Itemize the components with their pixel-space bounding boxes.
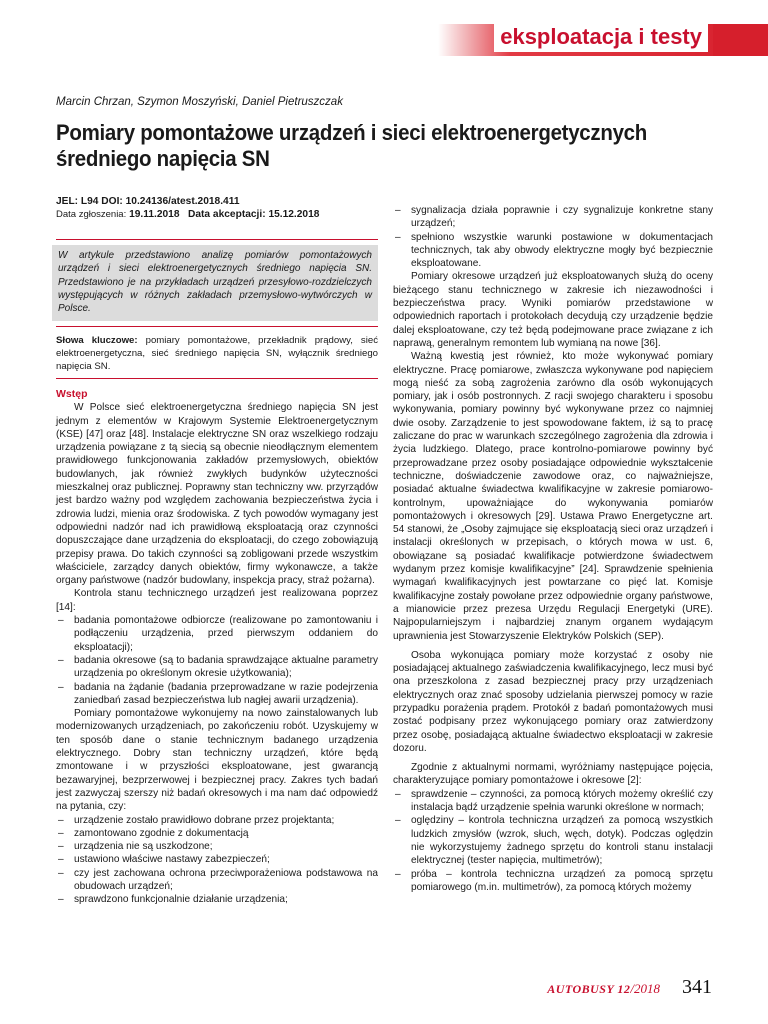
banner-tail: [713, 24, 768, 56]
list-item: – sprawdzenie – czynności, za pomocą których możemy określić czy instalacja bądź urządzenie spełnia warunki określone w normach;: [393, 788, 713, 815]
divider-bottom: [56, 378, 378, 379]
list: [56, 614, 378, 707]
list-item: – ustawiono właściwe nastawy zabezpieczeń;: [56, 853, 378, 866]
paragraph: W Polsce sieć elektroenergetyczna średniego napięcia SN jest jednym z elementów w Krajowym Systemie Elektroenergetycznym (KSE) [47] oraz [48]. Instalacje elektryczne SN oraz wszelkiego rodzaju urządzenia powiązane z tą siecią są obecnie nieodłącznym elementem prawidłowego funkcjonowania zakładów przemysłowych, obiektów budowlanych, jak również zwykłych budynków użyteczności mieszkalnej oraz publicznej. Poprawny stan techniczny ww. przyrządów jest bardzo ważny pod względem zachowania bezpieczeństwa życia i zdrowia ludzi, mienia oraz środowiska. Z tych powodów wymagany jest odpowiedni nadzór nad ich prawidłową eksploatacją oraz czynności dopuszczające dane urządzenia do eksploatacji, do czego zobowiązują przepisy prawa. Do takich czynności są zobligowani przede wszystkim właściciele, zarządcy danych obiektów, firmy wykonawcze, a także organy państwowe (nadzór budowlany, inspekcja pracy, straż pożarna).: [56, 402, 378, 587]
publication-year: /2018: [630, 981, 660, 996]
list-item: – próba – kontrola techniczna urządzeń za pomocą sprzętu pomiarowego (m.in. multimetrów), za pomocą których możemy: [393, 868, 713, 895]
keywords: [56, 334, 378, 373]
list-item: – sprawdzono funkcjonalnie działanie urządzenia;: [56, 893, 378, 906]
jel-doi: JEL: L94 DOI: 10.24136/atest.2018.411: [56, 196, 240, 207]
paragraph: Ważną kwestią jest również, kto może wykonywać pomiary elektryczne. Pracę pomiarowe, zwłaszcza wykonywane pod napięciem mogą nieść za sobą zagrożenia zarówno dla osób wykonujących pomiary, jak i osób postronnych. Z racji swojego charakteru i sposobu wykonywania, pomiary powinny być wykonywane przez co najmniej dwie osoby. Zarządzenie to jest spowodowane faktem, iż są to pracę zaliczane do prac w warunkach szczególnego zagrożenia dla zdrowia i życia ludzkiego. Dlatego, prace kontrolno-pomiarowe powinny być przeprowadzane przez osoby posiadające odpowiednie wykształcenie techniczne, doświadczenie zawodowe oraz, co najważniejsze, posiadać aktualne świadectwa kwalifikacyjne w zakresie pomiarowo-kontrolnym, upoważniające do wykonywania pomiarów pomontażowych i okresowych [29]. Ustawa Prawo Energetyczne art. 54 stanowi, że „Osoby zajmujące się eksploatacją sieci oraz urządzeń i instalacji określonych w przepisach, o których mowa w ust. 6, obowiązane są posiadać kwalifikacje potwierdzone świadectwem wydanym przez komisje kwalifikacyjne” [24]. Sprawdzenie spełnienia wymagań kwalifikacyjnych jest powtarzane co pięć lat. Komisje kwalifikacyjne zostały powołane przez odpowiednie organy państwowe, a mianowicie przez prezesa Urzędu Regulacji Energetyki (URE). Najpopularniejszym i najbardziej znanym organem wydającym uprawnienia jest Stowarzyszenie Elektryków Polskich (SEP).: [393, 351, 713, 642]
paragraph: Kontrola stanu technicznego urządzeń jest realizowana poprzez [14]:: [56, 588, 378, 613]
list-item: – badania pomontażowe odbiorcze (realizowane po zamontowaniu i podłączeniu urządzenia, przed pierwszym oddaniem do eksploatacji);: [56, 614, 378, 654]
list-item: – spełniono wszystkie warunki postawione w dokumentacjach technicznych, tak aby obwody elektryczne mogły być bezpiecznie eksploatowane.: [393, 231, 713, 271]
paragraph: Osoba wykonująca pomiary może korzystać z osoby nie posiadającej aktualnego zaświadczenia kwalifikacyjnego, lecz musi być ona przeszkolona z zasad bezpiecznej pracy przy urządzeniach elektrycznych oraz znać sposoby udzielania pierwszej pomocy w razie przypadku porażenia prądem. Protokół z badań pomontażowych musi zostać podpisany przez wykonującego pomiary oraz zatwierdzony przez osobę, posiadającą aktualne świadectwo eksploatacji w zakresie dozoru.: [393, 649, 713, 754]
accepted-date: 15.12.2018: [268, 208, 320, 220]
page-number: 341: [682, 976, 712, 998]
list-item: – urządzenia nie są uszkodzone;: [56, 840, 378, 853]
article-meta: [56, 196, 319, 221]
list-item: – sygnalizacja działa poprawnie i czy sygnalizuje konkretne stany urządzeń;: [393, 204, 713, 231]
divider-top: [56, 239, 378, 240]
list: [393, 788, 713, 894]
article-title: Pomiary pomontażowe urządzeń i sieci elektroenergetycznych średniego napięcia SN: [56, 120, 647, 171]
submitted-label: Data zgłoszenia:: [56, 208, 127, 220]
paragraph: Pomiary pomontażowe wykonujemy na nowo zainstalowanych lub modernizowanych urządzeniach, po zakończeniu robót. Uzyskujemy w ten sposób dane o stanie technicznym badanego urządzenia elektrycznego. Dobry stan techniczny urządzeń, które będą zmontowane i w przyszłości eksploatowane, jest gwarancją bezawaryjnej, bezprzerwowej i bezpiecznej pracy. Zakres tych badań jest zazwyczaj szerszy niż badań okresowych i ma nam dać odpowiedź na pytania, czy:: [56, 708, 378, 813]
list: [56, 814, 378, 907]
list-item: – badania na żądanie (badania przeprowadzane w razie podejrzenia zaniedbań zasad bezpieczeństwa lub nagłej awarii urządzenia).: [56, 681, 378, 708]
list-item: – zamontowano zgodnie z dokumentacją: [56, 827, 378, 840]
keywords-text: pomiary pomontażowe, przekładnik prądowy, sieć elektroenergetyczna, sieć średniego napięcia SN, wyłącznik średniego napięcia SN.: [56, 335, 378, 372]
publication-name: AUTOBUSY 12: [547, 982, 631, 996]
divider-middle: [56, 326, 378, 327]
dates: [56, 209, 319, 222]
paragraph: Zgodnie z aktualnymi normami, wyróżniamy następujące pojęcia, charakteryzujące pomiary pomontażowe i okresowe [2]:: [393, 762, 713, 787]
list: [393, 204, 713, 270]
right-column: [393, 204, 713, 894]
left-column: [56, 388, 378, 907]
article-authors: Marcin Chrzan, Szymon Moszyński, Daniel Pietruszczak: [56, 96, 343, 108]
paragraph: Pomiary okresowe urządzeń już eksploatowanych służą do oceny bieżącego stanu technicznego w zakresie ich niezawodności i bezpieczeństwa pracy. Wyniki pomiarów przedstawione w odpowiednich raportach i protokołach decydują czy urządzenie będzie dalej eksploatowane, czy też będą podejmowane prace związane z ich naprawą, generalnym remontem lub wymianą na nowe [36].: [393, 271, 713, 349]
list-item: – urządzenie zostało prawidłowo dobrane przez projektanta;: [56, 814, 378, 827]
submitted-date: 19.11.2018: [129, 208, 180, 220]
list-item: – czy jest zachowana ochrona przeciwporażeniowa podstawowa na obudowach urządzeń;: [56, 867, 378, 894]
list-item: – badania okresowe (są to badania sprawdzające aktualne parametry urządzenia po określonym okresie użytkowania);: [56, 654, 378, 681]
accepted-label: Data akceptacji:: [188, 208, 266, 220]
section-title: Wstęp: [56, 388, 88, 400]
keywords-label: Słowa kluczowe:: [56, 335, 138, 346]
section-tag: eksploatacja i testy: [494, 22, 708, 52]
list-item: – oględziny – kontrola techniczna urządzeń za pomocą wszystkich ludzkich zmysłów (wzrok, słuch, węch, dotyk). Podczas oględzin nie wykorzystujemy żadnego sprzętu do kontroli stanu instalacji elektrycznej (tester napięcia, multimetrów);: [393, 814, 713, 867]
page-footer: [547, 976, 712, 999]
section-banner: [438, 24, 768, 56]
abstract: W artykule przedstawiono analizę pomiarów pomontażowych urządzeń i sieci elektroenergetycznych średniego napięcia SN. Przedstawiono je na przykładach urządzeń przesyłowo-rozdzielczych występujących w różnych zakładach przemysłowo-wytwórczych w Polsce.: [52, 245, 378, 321]
